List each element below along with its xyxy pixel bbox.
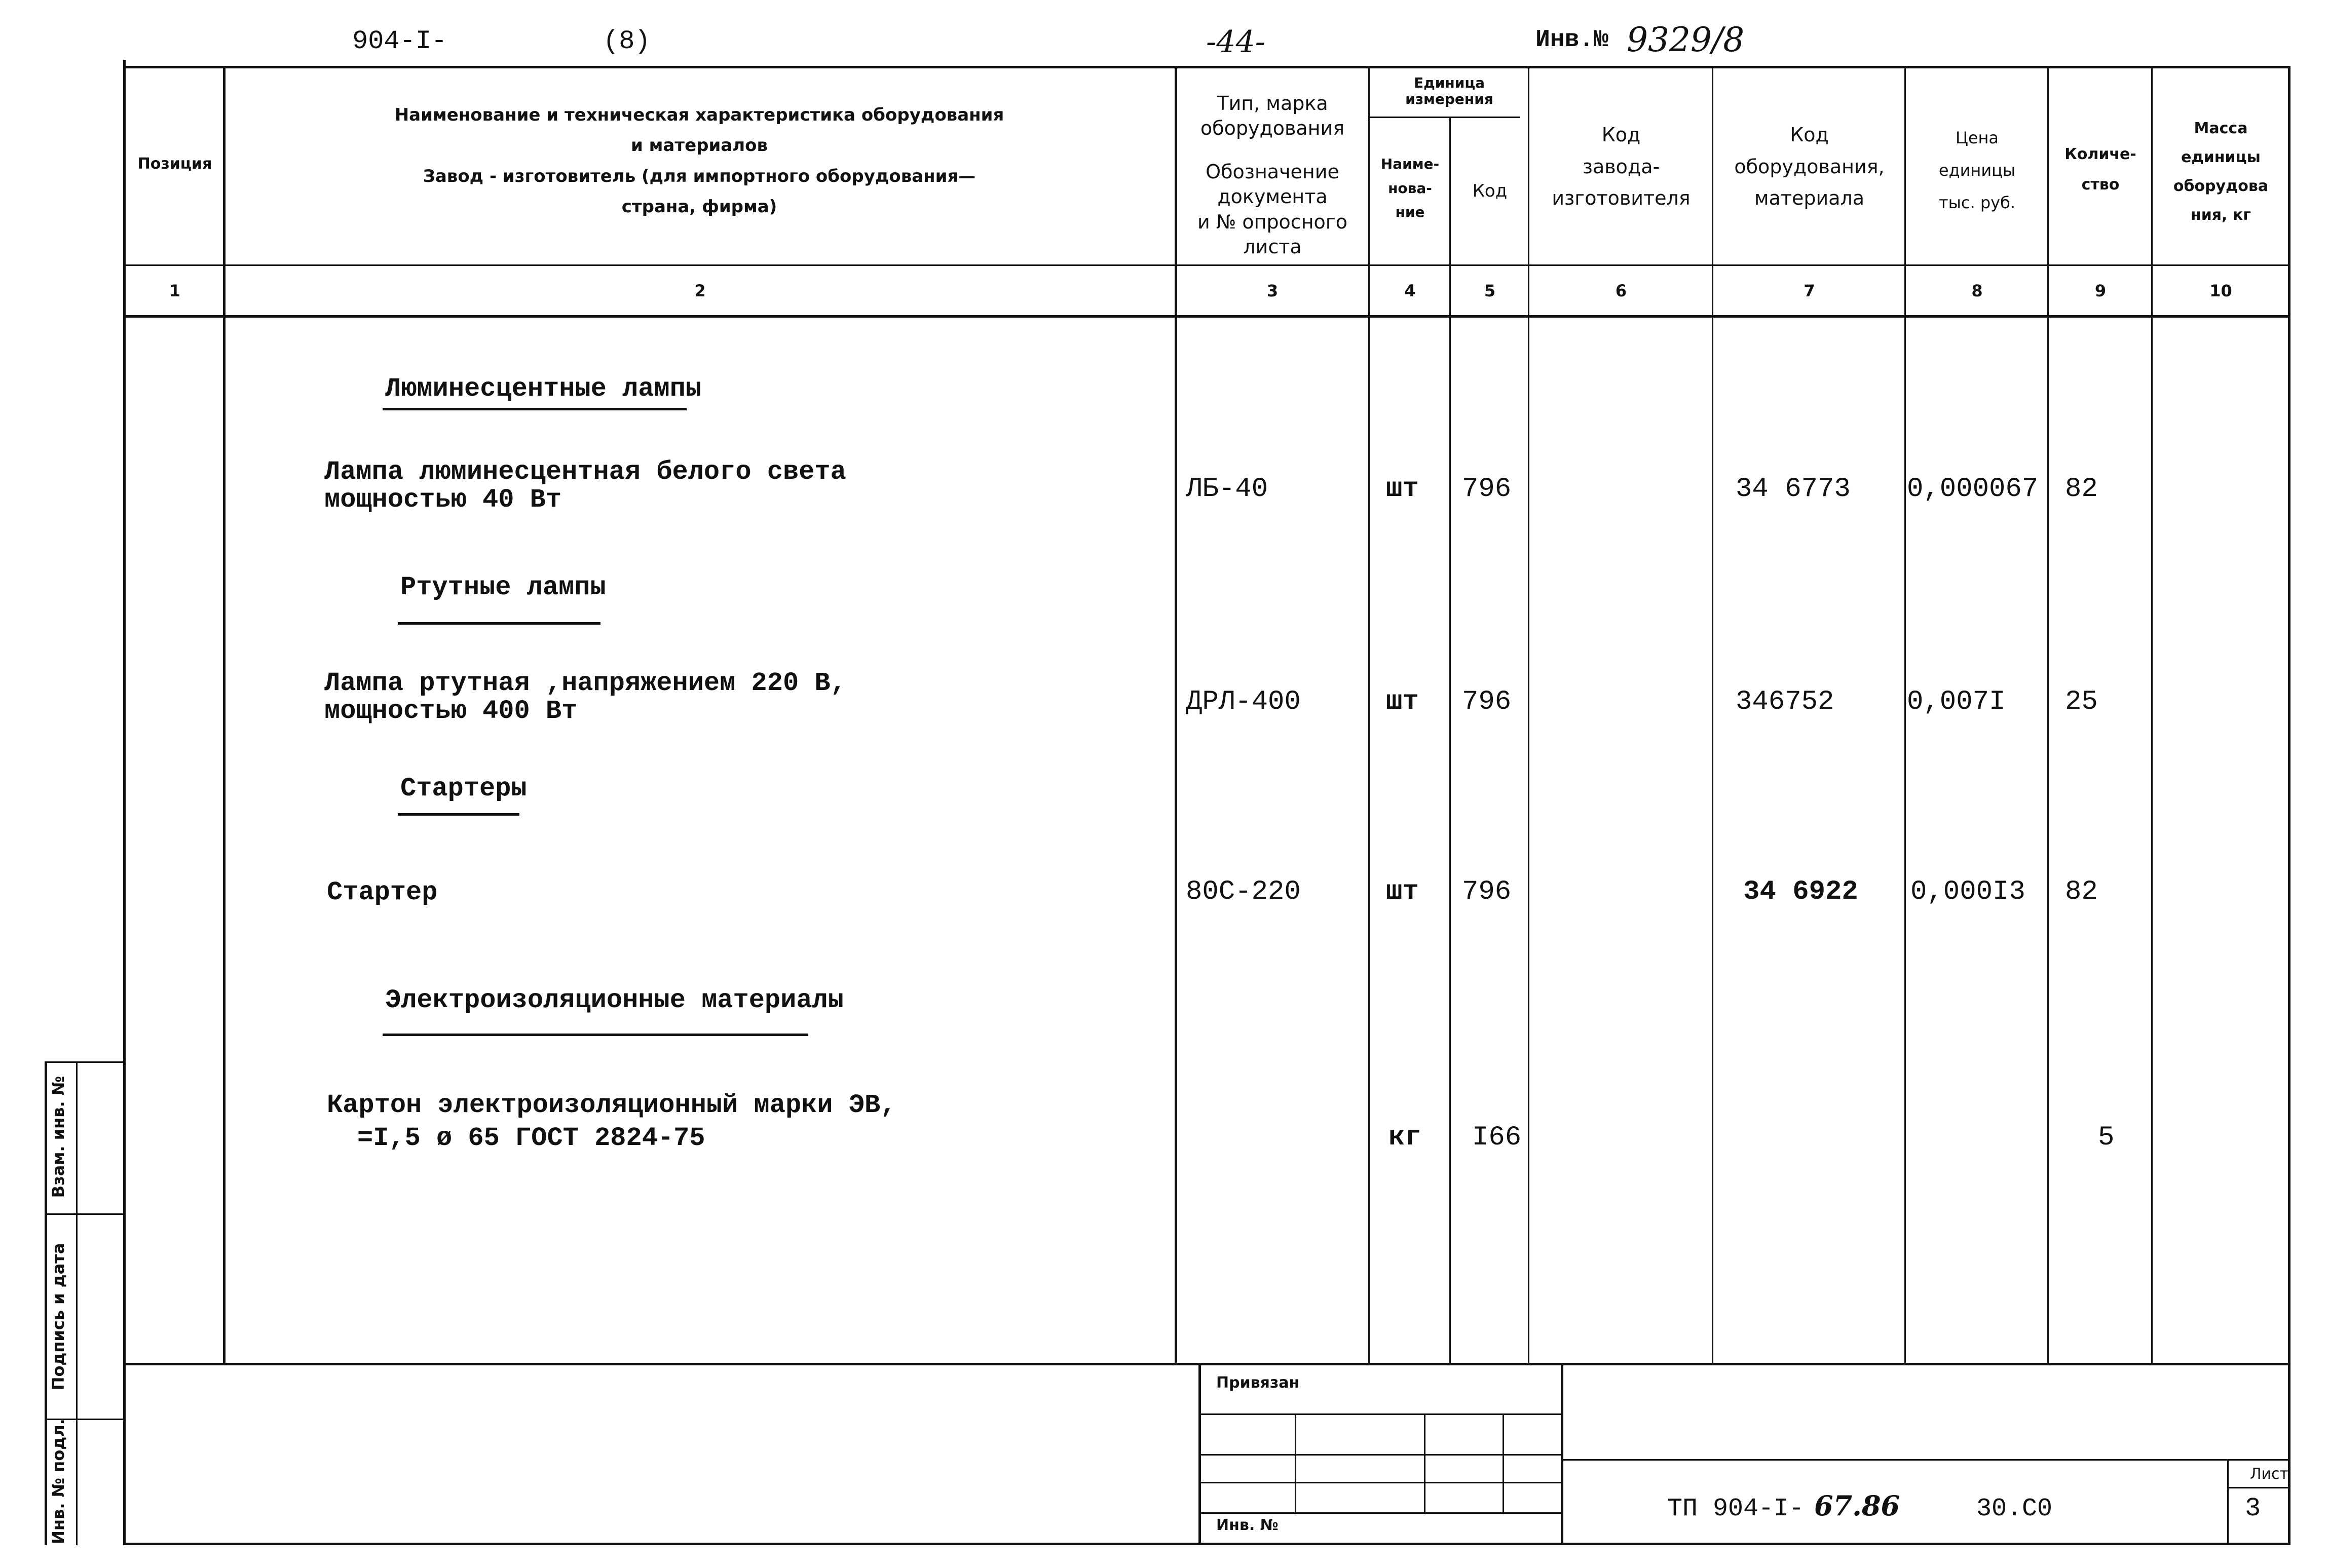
- stamp-grid-line: [1198, 1454, 1561, 1456]
- item-name: [324, 670, 846, 725]
- header-position: Позиция: [137, 155, 212, 173]
- header-equip-code-line2: оборудования,: [1734, 155, 1885, 178]
- frame-bottom: [124, 1543, 2291, 1545]
- section-underline: [383, 1034, 808, 1036]
- side-stamp-left-border: [45, 1061, 47, 1545]
- column-number: 10: [2209, 281, 2232, 300]
- item-name: Стартер: [327, 877, 438, 907]
- header-type-line4: документа: [1217, 185, 1328, 208]
- header-factory-code-line1: Код: [1601, 124, 1641, 146]
- column-number: 5: [1484, 281, 1496, 300]
- side-stamp-vzam: Взам. инв. №: [49, 1076, 68, 1198]
- header-equip-code-line3: материала: [1754, 187, 1865, 210]
- item-equip-code: 34 6922: [1743, 876, 1858, 907]
- header-type-line5: и № опросного: [1197, 210, 1348, 233]
- section-heading-starters: Стартеры: [400, 774, 527, 804]
- header-type-line1: Тип, марка: [1217, 92, 1328, 114]
- header-unit-name-line3: ние: [1395, 204, 1425, 221]
- header-qty-line1: Количе-: [2064, 145, 2136, 163]
- doc-series: 904-I-: [352, 26, 447, 56]
- inv-no-label: Инв. №: [1216, 1516, 1279, 1534]
- section-underline: [398, 813, 519, 816]
- col-div-2: [1175, 66, 1177, 1363]
- section-underline: [383, 408, 687, 410]
- header-factory-code-line2: завода-: [1582, 155, 1660, 178]
- header-factory-code-line3: изготовителя: [1552, 187, 1691, 210]
- header-qty-line2: ство: [2081, 176, 2120, 194]
- item-qty: 25: [2065, 686, 2098, 717]
- doc-code-prefix: ТП 904-I-: [1667, 1495, 1805, 1523]
- item-qty: 82: [2065, 474, 2098, 505]
- item-name-line1: Лампа ртутная ,напряжением 220 В,: [324, 668, 846, 698]
- privyazan-label: Привязан: [1216, 1374, 1300, 1392]
- sheet-box-left: [2227, 1459, 2229, 1545]
- item-unit-code: I66: [1472, 1122, 1522, 1153]
- header-type-line6: листа: [1243, 235, 1302, 258]
- header-qty: [2050, 139, 2151, 200]
- stamp-grid-line: [1198, 1512, 1561, 1514]
- item-type: ДРЛ-400: [1186, 686, 1301, 717]
- item-qty: 5: [2098, 1122, 2115, 1153]
- section-heading-mercury: Ртутные лампы: [400, 572, 606, 602]
- header-unit-name-line2: нова-: [1388, 179, 1432, 197]
- col-div-4: [1449, 117, 1451, 1363]
- sheet-number: 3: [2245, 1494, 2261, 1523]
- item-name-line1: Лампа люминесцентная белого света: [324, 457, 846, 487]
- header-name: [226, 101, 1173, 221]
- stamp-grid-line: [1198, 1482, 1561, 1483]
- title-block-top-line: [124, 1363, 2291, 1365]
- header-name-line4: страна, фирма): [621, 197, 777, 217]
- item-type: ЛБ-40: [1186, 474, 1268, 505]
- section-heading-fluorescent: Люминесцентные лампы: [385, 374, 702, 404]
- header-name-line3: Завод - изготовитель (для импортного оборудования—: [423, 166, 976, 186]
- header-price-line1: Цена: [1955, 128, 1999, 147]
- header-name-line1: Наименование и техническая характеристика оборудования: [394, 105, 1004, 125]
- item-name-line2: =I,5 ø 65 ГОСТ 2824-75: [357, 1123, 705, 1153]
- item-unit: шт: [1386, 876, 1419, 907]
- header-unit-code: Код: [1472, 181, 1508, 201]
- item-price: 0,007I: [1907, 686, 2006, 717]
- header-mass: [2154, 114, 2288, 230]
- item-type: 80С-220: [1186, 876, 1301, 907]
- header-name-line2: и материалов: [630, 135, 768, 156]
- column-number-line: [124, 315, 2291, 318]
- frame-left: [123, 60, 126, 1545]
- item-unit-code: 796: [1462, 474, 1512, 505]
- sheet-label: Лист: [2250, 1465, 2289, 1483]
- col-div-7: [1904, 66, 1906, 1363]
- header-mass-line2: единицы: [2181, 148, 2261, 166]
- column-number: 6: [1615, 281, 1627, 300]
- header-unit-group-line1: Единица: [1414, 74, 1485, 91]
- column-number: 4: [1404, 281, 1416, 300]
- inv-label: Инв.№: [1535, 26, 1609, 54]
- column-number: 7: [1804, 281, 1815, 300]
- stamp-grid-vline: [1424, 1413, 1425, 1512]
- col-div-1: [223, 66, 226, 1363]
- header-unit-name: [1371, 152, 1449, 224]
- item-unit: кг: [1388, 1122, 1421, 1153]
- header-price: [1907, 122, 2047, 219]
- header-mass-line3: оборудова: [2173, 177, 2269, 195]
- column-number: 1: [169, 281, 181, 300]
- item-unit-code: 796: [1462, 686, 1512, 717]
- doc-code-hand: 67.86: [1814, 1489, 1900, 1522]
- stamp-grid-vline: [1295, 1413, 1296, 1512]
- col-div-6: [1712, 66, 1713, 1363]
- side-stamp-podpis: Подпись и дата: [49, 1243, 68, 1391]
- item-name: [324, 458, 846, 514]
- header-mass-line4: ния, кг: [2191, 206, 2251, 224]
- item-name-line1: Картон электроизоляционный марки ЭВ,: [327, 1090, 896, 1120]
- frame-right: [2288, 66, 2291, 1545]
- header-mass-line1: Масса: [2194, 120, 2248, 137]
- side-stamp-inv-podl: Инв. № подл.: [49, 1419, 68, 1544]
- column-number: 2: [694, 281, 706, 300]
- header-type: [1177, 91, 1368, 259]
- header-equip-code: [1714, 119, 1904, 214]
- unit-group-line: [1368, 117, 1520, 118]
- section-heading-insulation: Электроизоляционные материалы: [385, 985, 844, 1015]
- column-number: 9: [2094, 281, 2107, 300]
- side-stamp-line: [45, 1213, 124, 1215]
- header-price-line3: тыс. руб.: [1939, 193, 2015, 212]
- page-label: -44-: [1206, 24, 1265, 60]
- title-block-divider-right: [1561, 1363, 1563, 1545]
- doc-sub: (8): [603, 26, 651, 56]
- title-block-inner-line: [1561, 1459, 2291, 1461]
- col-div-3: [1368, 66, 1370, 1363]
- col-div-5: [1528, 66, 1529, 1363]
- header-type-line3: Обозначение: [1206, 160, 1339, 183]
- item-name-line2: мощностью 40 Вт: [324, 484, 562, 515]
- inv-number: 9329/8: [1627, 20, 1745, 59]
- section-underline: [398, 622, 600, 625]
- stamp-grid-line: [1198, 1413, 1561, 1415]
- column-number: 3: [1266, 281, 1279, 300]
- item-name-line2: мощностью 400 Вт: [324, 696, 578, 726]
- col-div-8: [2047, 66, 2049, 1363]
- item-price: 0,000I3: [1910, 876, 2025, 907]
- item-qty: 82: [2065, 876, 2098, 907]
- item-price: 0,000067: [1907, 474, 2039, 505]
- item-equip-code: 34 6773: [1736, 474, 1851, 505]
- stamp-grid-vline: [1503, 1413, 1504, 1512]
- header-type-line2: оборудования: [1200, 117, 1345, 140]
- column-number: 8: [1971, 281, 1983, 300]
- header-price-line2: единицы: [1938, 161, 2016, 180]
- frame-top: [124, 66, 2291, 68]
- item-name: [327, 1092, 896, 1152]
- doc-code-suffix: 30.С0: [1976, 1495, 2053, 1523]
- side-stamp-mid-border: [76, 1061, 78, 1545]
- item-equip-code: 346752: [1736, 686, 1834, 717]
- header-unit-group-line2: измерения: [1405, 91, 1493, 108]
- item-unit: шт: [1386, 686, 1419, 717]
- col-div-9: [2151, 66, 2153, 1363]
- header-equip-code-line1: Код: [1790, 124, 1829, 146]
- sheet-box-line: [2227, 1487, 2291, 1488]
- header-factory-code: [1530, 119, 1712, 214]
- header-bottom-line: [124, 264, 2291, 266]
- item-unit: шт: [1386, 474, 1419, 505]
- header-unit-group: [1371, 75, 1528, 107]
- item-unit-code: 796: [1462, 876, 1512, 907]
- header-unit-name-line1: Наиме-: [1380, 156, 1440, 172]
